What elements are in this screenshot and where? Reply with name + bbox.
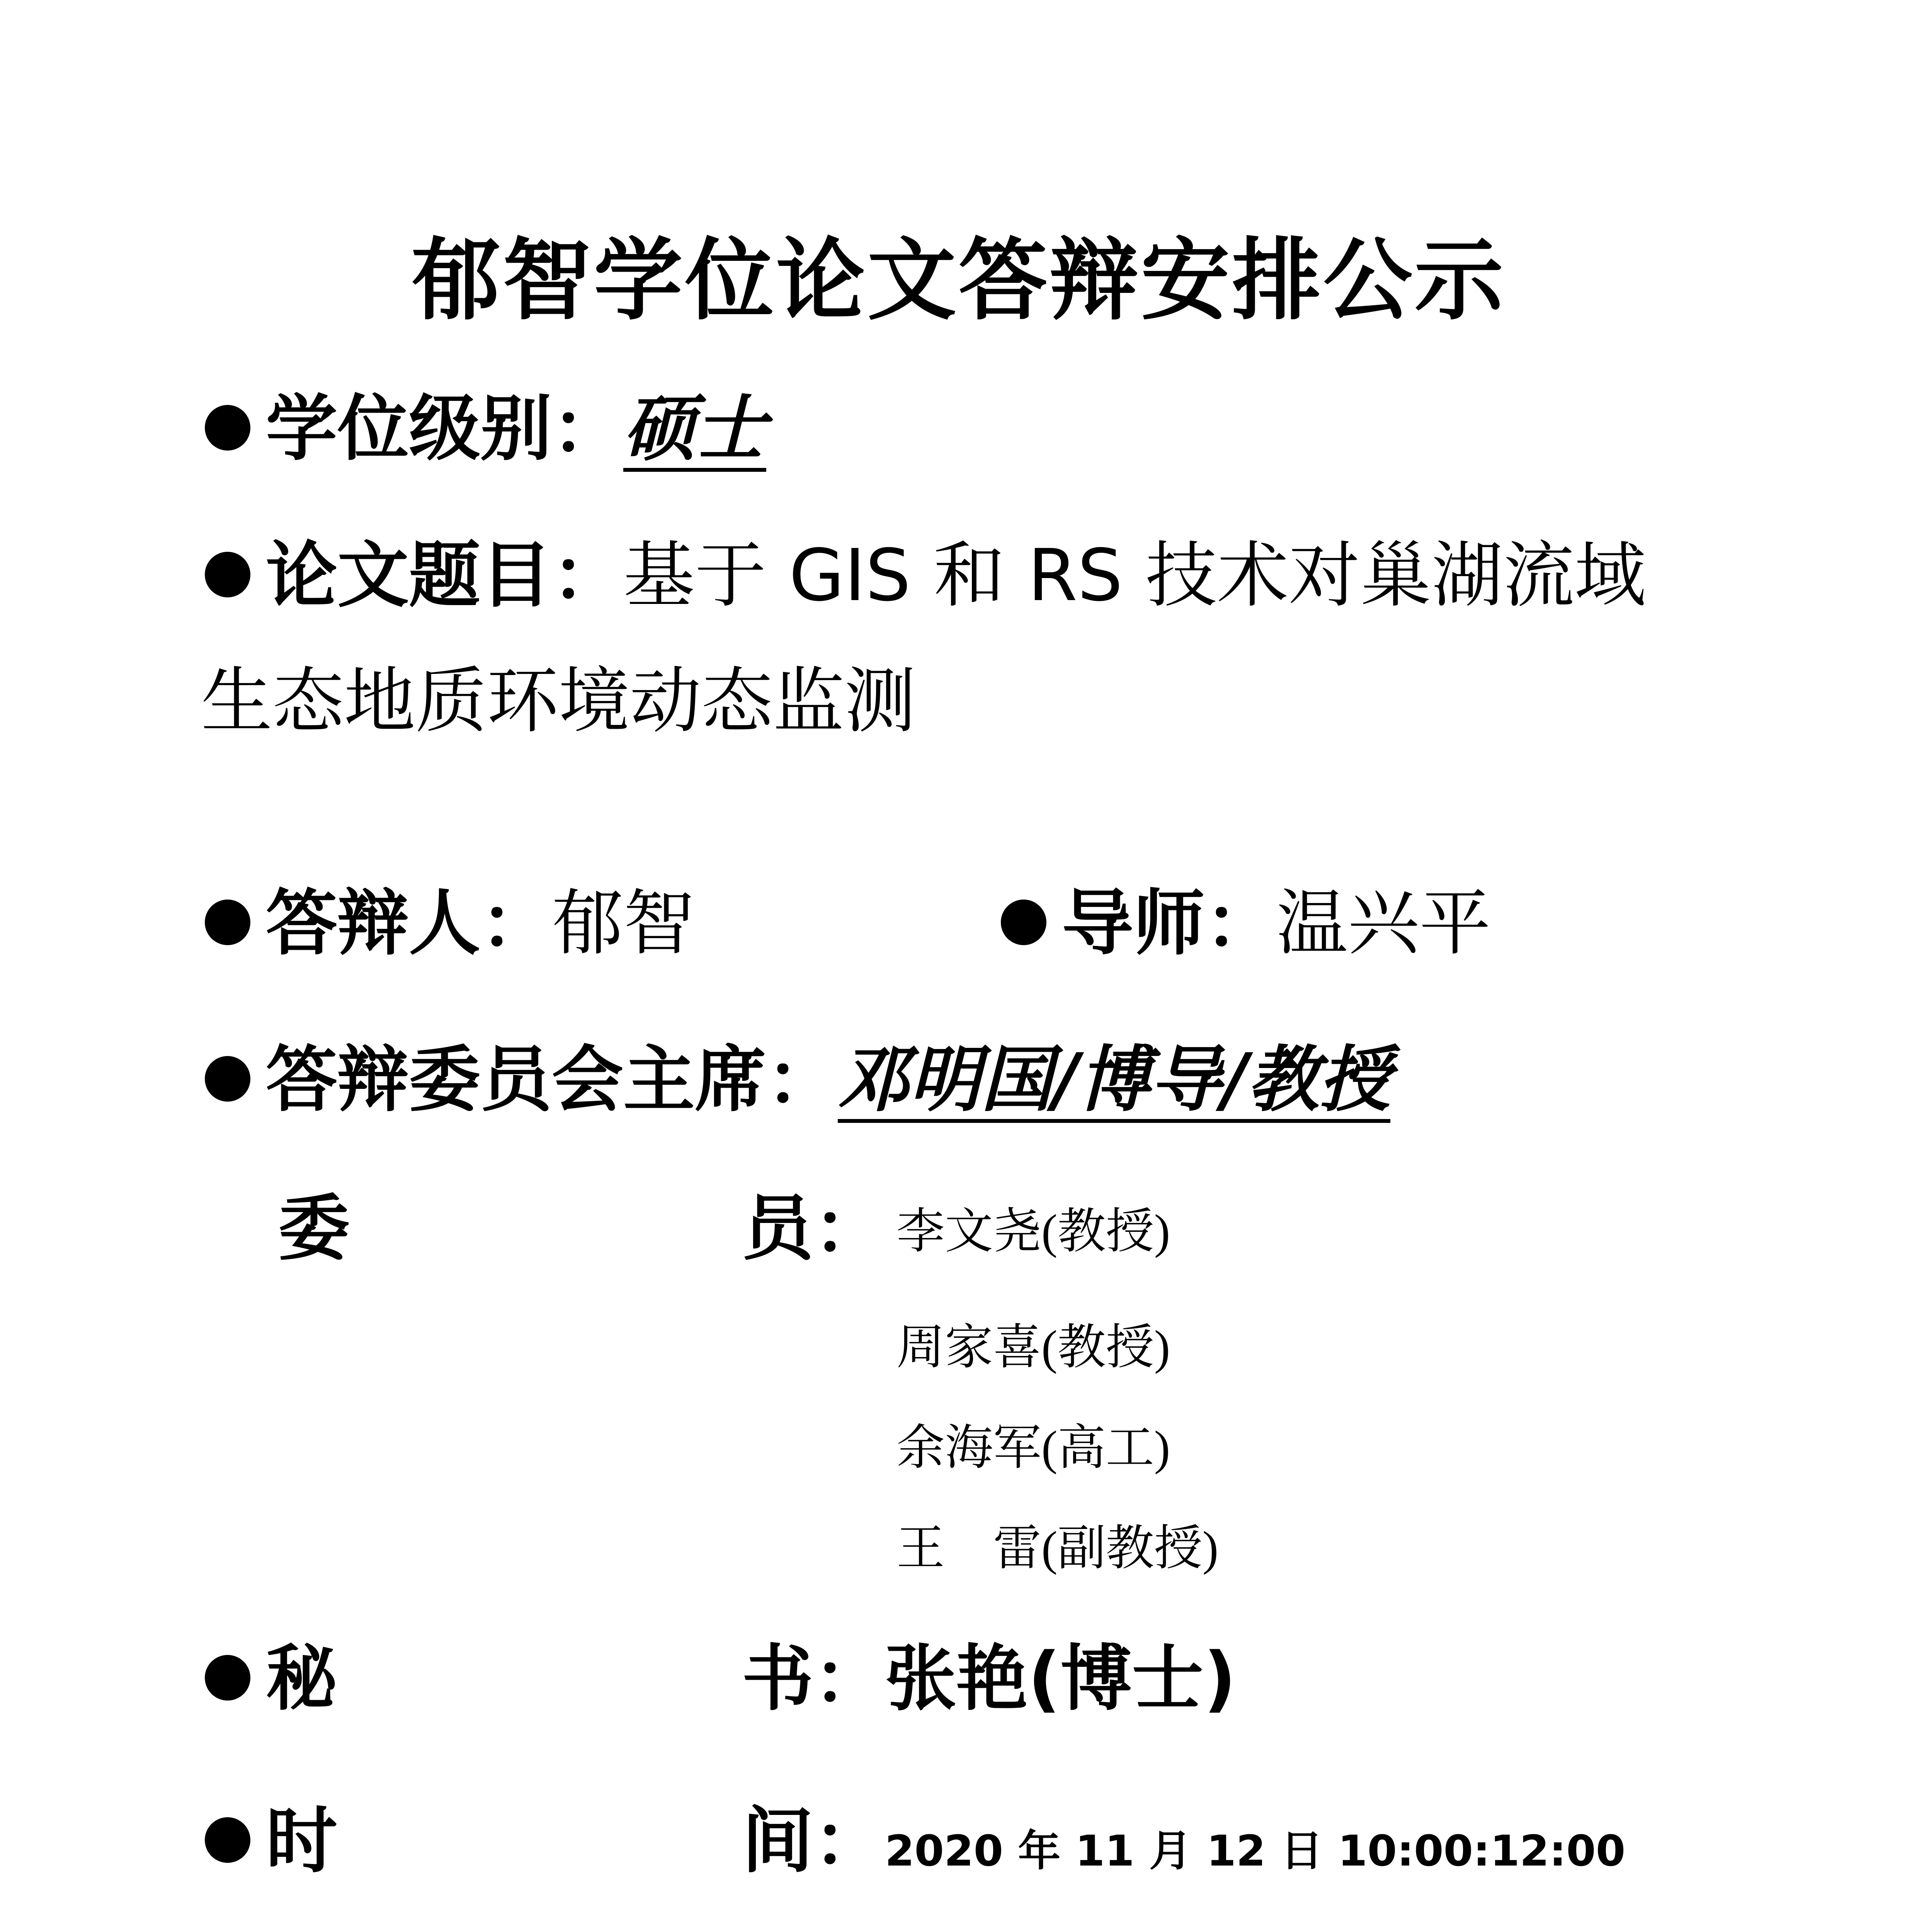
advisor-label: 导师： <box>1062 881 1276 965</box>
chair-label: 答辩委员会主席： <box>266 1037 838 1121</box>
advisor-value: 温兴平 <box>1276 881 1491 965</box>
thesis-value-line1: 基于 GIS 和 RS 技术对巢湖流域 <box>623 534 1646 617</box>
defender-value: 郁智 <box>552 881 695 965</box>
secretary-right <box>742 1621 1236 1724</box>
place-row <box>205 1930 337 1932</box>
degree-value: 硕士 <box>623 386 766 470</box>
bullet-icon <box>205 405 250 451</box>
bullet-icon <box>205 900 250 945</box>
members-label-right: 员： <box>742 1186 885 1270</box>
chair-row <box>205 1022 1390 1125</box>
time-value: 2020 年 11 月 12 日 10:00:12:00 <box>885 1826 1626 1876</box>
degree-label: 学位级别： <box>266 386 623 470</box>
advisor-row <box>1001 866 1491 968</box>
secretary-value: 张艳(博士) <box>885 1637 1237 1720</box>
member-item: 余海军(高工) <box>896 1422 1170 1475</box>
bullet-icon <box>205 1817 250 1863</box>
member-item: 王 雷(副教授) <box>896 1522 1219 1575</box>
member-item: 李文尧(教授) <box>896 1205 1170 1259</box>
bullet-icon <box>205 552 250 597</box>
chair-value: 邓明国/博导/教授 <box>838 1037 1391 1121</box>
bullet-icon <box>205 1655 250 1701</box>
secretary-label-right: 书： <box>742 1636 885 1720</box>
defender-row <box>205 866 695 968</box>
secretary-label-left: 秘 <box>266 1636 337 1720</box>
time-right <box>742 1783 1625 1886</box>
members-label-left: 委 <box>278 1186 350 1270</box>
thesis-label: 论文题目： <box>266 533 623 617</box>
time-row <box>205 1783 337 1886</box>
bullet-icon <box>205 1056 250 1102</box>
time-label-left: 时 <box>266 1798 337 1883</box>
place-right <box>742 1930 1274 1932</box>
member-item: 周家喜(教授) <box>896 1321 1170 1374</box>
thesis-value-line2: 生态地质环境动态监测 <box>201 659 916 743</box>
time-label-right: 间： <box>742 1798 885 1883</box>
degree-row <box>205 371 766 474</box>
thesis-row <box>205 518 1646 621</box>
page-title: 郁智学位论文答辩安排公示 <box>411 229 1506 332</box>
secretary-row <box>205 1621 337 1724</box>
bullet-icon <box>1001 900 1046 945</box>
defender-label: 答辩人： <box>266 881 552 965</box>
